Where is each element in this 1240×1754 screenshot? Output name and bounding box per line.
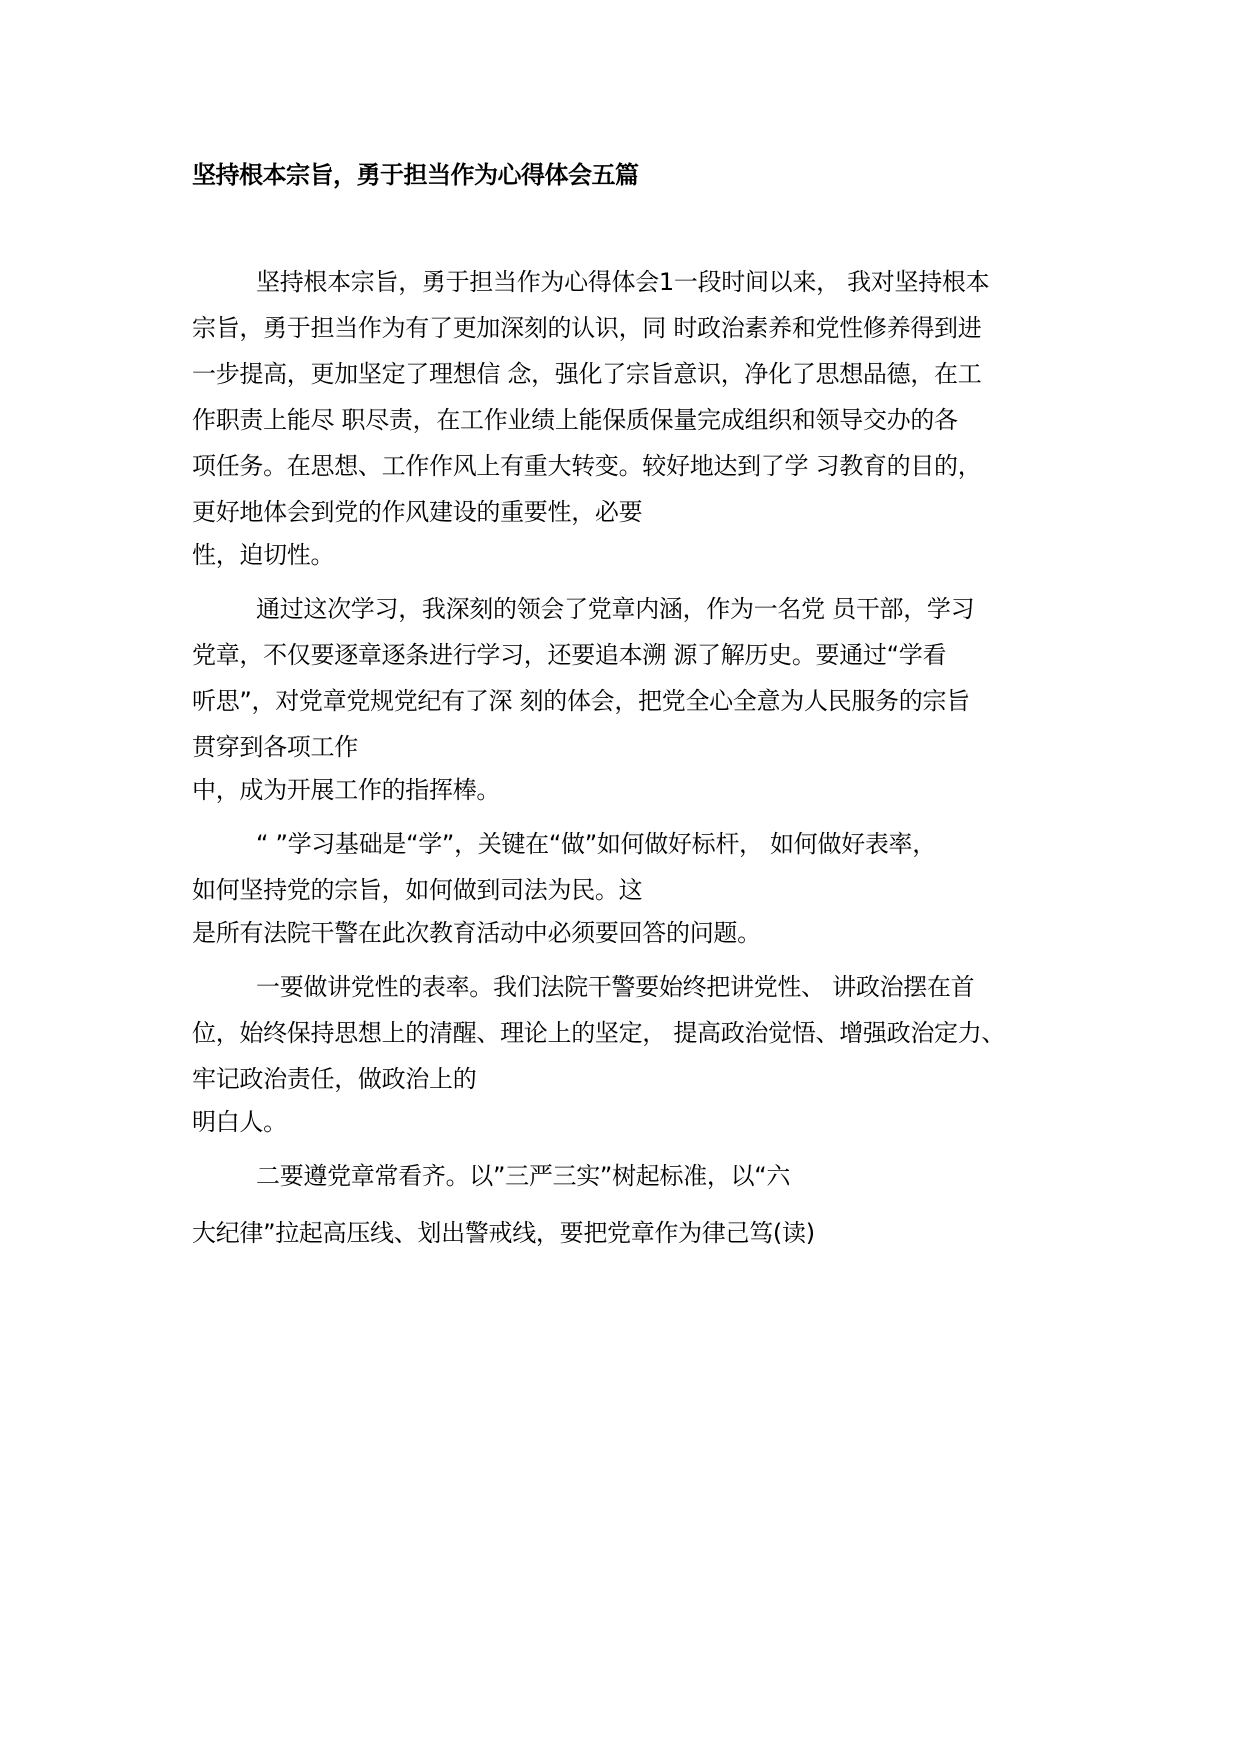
text-line: 坚持根本宗旨，勇于担当作为心得体会1一段时间以来， 我对坚持根本 xyxy=(256,268,990,296)
text-line: “ ”学习基础是“学”，关键在“做”如何做好标杆， 如何做好表率， xyxy=(256,830,936,858)
text-line: 中，成为开展工作的指挥棒。 xyxy=(192,776,501,804)
text-line: 项任务。在思想、工作作风上有重大转变。较好地达到了学 习教育的目的， xyxy=(192,452,982,480)
text-line: 一要做讲党性的表率。我们法院干警要始终把讲党性、 讲政治摆在首 xyxy=(256,973,975,1001)
text-line: 宗旨，勇于担当作为有了更加深刻的认识，同 时政治素养和党性修养得到进 xyxy=(192,314,982,342)
text-line: 一步提高，更加坚定了理想信 念，强化了宗旨意识，净化了思想品德，在工 xyxy=(192,360,982,388)
text-line: 党章，不仅要逐章逐条进行学习，还要追本溯 源了解历史。要通过“学看 xyxy=(192,641,947,669)
text-line: 明白人。 xyxy=(192,1108,287,1136)
text-line: 二要遵党章常看齐。以”三严三实”树起标准，以“六 xyxy=(256,1162,791,1190)
text-line: 是所有法院干警在此次教育活动中必须要回答的问题。 xyxy=(192,919,761,947)
text-line: 贯穿到各项工作 xyxy=(192,733,358,761)
text-line: 位，始终保持思想上的清醒、理论上的坚定， 提高政治觉悟、增强政治定力、 xyxy=(192,1019,1006,1047)
text-line: 作职责上能尽 职尽责，在工作业绩上能保质保量完成组织和领导交办的各 xyxy=(192,406,958,434)
text-line: 大纪律”拉起高压线、划出警戒线，要把党章作为律己笃(读) xyxy=(192,1219,815,1247)
text-line: 通过这次学习，我深刻的领会了党章内涵，作为一名党 员干部，学习 xyxy=(256,595,975,623)
text-line: 更好地体会到党的作风建设的重要性，必要 xyxy=(192,498,643,526)
text-line: 性，迫切性。 xyxy=(192,541,335,569)
document-title: 坚持根本宗旨，勇于担当作为心得体会五篇 xyxy=(192,161,639,189)
text-line: 如何坚持党的宗旨，如何做到司法为民。这 xyxy=(192,876,643,904)
text-line: 听思”，对党章党规党纪有了深 刻的体会，把党全心全意为人民服务的宗旨 xyxy=(192,687,970,715)
text-line: 牢记政治责任，做政治上的 xyxy=(192,1065,477,1093)
